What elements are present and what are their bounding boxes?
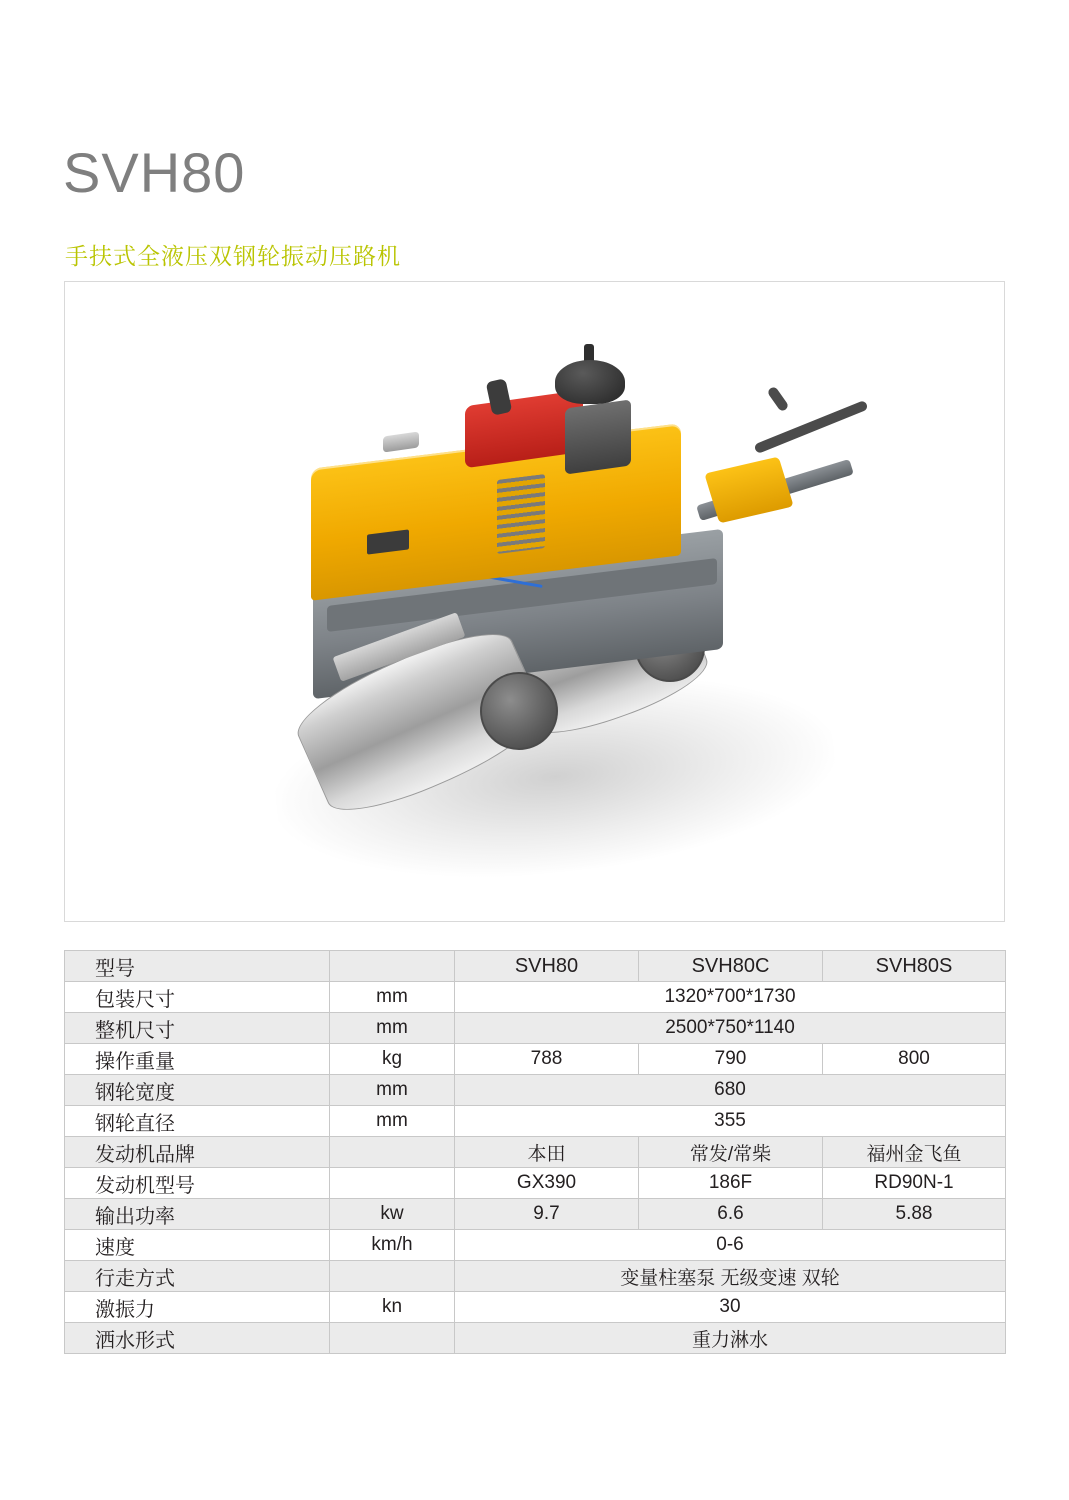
spec-value-3: 800	[823, 1044, 1006, 1075]
specification-table	[64, 950, 1006, 1354]
spec-label: 激振力	[65, 1292, 330, 1323]
spec-unit: kn	[330, 1292, 455, 1323]
spec-label: 行走方式	[65, 1261, 330, 1292]
table-header-row	[65, 951, 1006, 982]
header-model-3: SVH80S	[823, 951, 1006, 982]
table-row	[65, 1106, 1006, 1137]
spec-value-merged: 重力淋水	[455, 1323, 1006, 1354]
spec-label: 发动机型号	[65, 1168, 330, 1199]
product-subtitle: 手扶式全液压双钢轮振动压路机	[65, 243, 401, 269]
spec-value-2: 790	[639, 1044, 823, 1075]
spec-value-merged: 1320*700*1730	[455, 982, 1006, 1013]
table-row	[65, 1075, 1006, 1106]
table-row	[65, 1168, 1006, 1199]
spec-unit	[330, 1261, 455, 1292]
spec-value-2: 6.6	[639, 1199, 823, 1230]
spec-unit: kw	[330, 1199, 455, 1230]
spec-label: 速度	[65, 1230, 330, 1261]
spec-unit	[330, 1168, 455, 1199]
header-model-1: SVH80	[455, 951, 639, 982]
spec-value-3: RD90N-1	[823, 1168, 1006, 1199]
spec-unit: mm	[330, 1075, 455, 1106]
spec-label: 整机尺寸	[65, 1013, 330, 1044]
spec-label: 钢轮直径	[65, 1106, 330, 1137]
spec-label: 钢轮宽度	[65, 1075, 330, 1106]
handle-grip	[766, 385, 789, 412]
header-model-2: SVH80C	[639, 951, 823, 982]
table-row	[65, 1292, 1006, 1323]
hood-vent	[497, 474, 545, 554]
spec-value-1: GX390	[455, 1168, 639, 1199]
spec-value-3: 5.88	[823, 1199, 1006, 1230]
spec-value-3: 福州金飞鱼	[823, 1137, 1006, 1168]
spec-unit: mm	[330, 1106, 455, 1137]
spec-label: 洒水形式	[65, 1323, 330, 1354]
spec-value-merged: 355	[455, 1106, 1006, 1137]
page-title: SVH80	[63, 141, 246, 204]
fuel-cap	[383, 431, 419, 452]
spec-value-merged: 680	[455, 1075, 1006, 1106]
spec-value-2: 常发/常柴	[639, 1137, 823, 1168]
spec-value-merged: 2500*750*1140	[455, 1013, 1006, 1044]
spec-value-1: 788	[455, 1044, 639, 1075]
spec-value-merged: 30	[455, 1292, 1006, 1323]
spec-label: 输出功率	[65, 1199, 330, 1230]
spec-value-1: 本田	[455, 1137, 639, 1168]
product-image-frame	[64, 281, 1005, 922]
table-row	[65, 1199, 1006, 1230]
table-row	[65, 1261, 1006, 1292]
table-row	[65, 1044, 1006, 1075]
spec-unit: km/h	[330, 1230, 455, 1261]
spec-unit: mm	[330, 982, 455, 1013]
header-name: 型号	[65, 951, 330, 982]
table-row	[65, 1013, 1006, 1044]
spec-label: 操作重量	[65, 1044, 330, 1075]
table-row	[65, 982, 1006, 1013]
spec-unit	[330, 1323, 455, 1354]
table-row	[65, 1230, 1006, 1261]
header-unit	[330, 951, 455, 982]
spec-value-2: 186F	[639, 1168, 823, 1199]
engine-block	[565, 399, 631, 474]
spec-unit: kg	[330, 1044, 455, 1075]
spec-value-merged: 变量柱塞泵 无级变速 双轮	[455, 1261, 1006, 1292]
spec-label: 包装尺寸	[65, 982, 330, 1013]
spec-value-merged: 0-6	[455, 1230, 1006, 1261]
handle-control-box	[704, 457, 793, 524]
front-hub	[480, 672, 558, 750]
product-photo	[65, 282, 1005, 922]
air-filter	[555, 360, 625, 404]
spec-unit	[330, 1137, 455, 1168]
spec-unit: mm	[330, 1013, 455, 1044]
table-row	[65, 1137, 1006, 1168]
spec-value-1: 9.7	[455, 1199, 639, 1230]
handle-bar	[753, 400, 868, 454]
spec-label: 发动机品牌	[65, 1137, 330, 1168]
table-row	[65, 1323, 1006, 1354]
